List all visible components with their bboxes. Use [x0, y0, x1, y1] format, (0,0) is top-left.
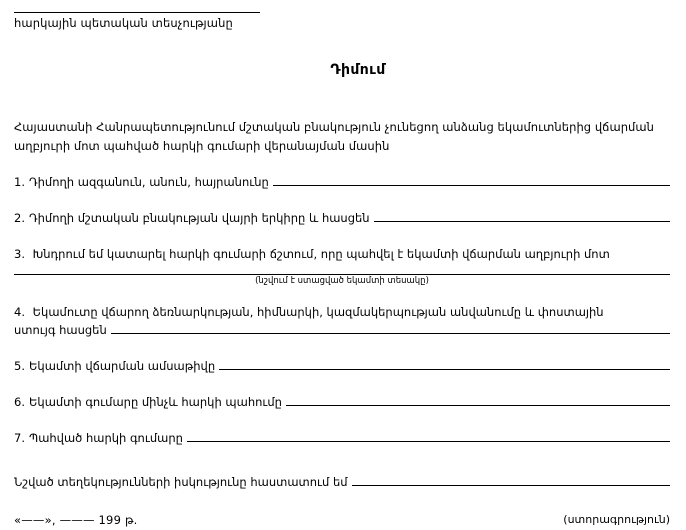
- income-type-caption: (նշվում է ստացված եկամտի տեսակը): [255, 276, 429, 286]
- field-row-gross-income-amount: [14, 393, 670, 411]
- field-label-line1: Եկամուտը վճարող ձեռնարկության, հիմնարկի, կազմակերպության անվանումը և փոստային: [32, 305, 604, 319]
- field-input-applicant-name[interactable]: [273, 174, 670, 186]
- header-rule-divider: [14, 12, 260, 13]
- field-input-income-type[interactable]: [14, 274, 670, 275]
- field-label-line2: ստույգ հասցեն: [14, 323, 107, 337]
- field-input-residence-country-address[interactable]: [374, 210, 670, 222]
- field-row-withheld-tax-amount: [14, 429, 670, 447]
- field-label: Դիմողի մշտական բնակության վայրի երկիրը և հասցեն: [28, 211, 370, 225]
- field-label: Դիմողի ազգանուն, անուն, հայրանունը: [28, 175, 269, 189]
- date-and-signature-row: [14, 511, 670, 529]
- field-input-withheld-tax-amount[interactable]: [187, 430, 670, 442]
- field-row-payment-date: [14, 357, 670, 375]
- confirmation-row: [14, 473, 670, 491]
- field-row-residence-country-address: [14, 209, 670, 227]
- field-row-tax-adjustment-request: [14, 245, 670, 287]
- field-label: Եկամտի վճարման ամսաթիվը: [28, 359, 216, 373]
- field-number: 1.: [14, 175, 25, 189]
- field-number: 4.: [14, 305, 25, 319]
- field-row-applicant-name: [14, 173, 670, 191]
- field-label: Եկամտի գումարը մինչև հարկի պահումը: [28, 395, 282, 409]
- field-number: 5.: [14, 359, 25, 373]
- field-number: 7.: [14, 431, 25, 445]
- field-number: 6.: [14, 395, 25, 409]
- field-number: 3.: [14, 247, 25, 261]
- field-row-payer-organization: [14, 303, 670, 339]
- header-block: [14, 12, 264, 30]
- field-input-payment-date[interactable]: [219, 358, 670, 370]
- field-label: Պահված հարկի գումարը: [28, 431, 183, 445]
- field-input-payer-organization[interactable]: [111, 322, 670, 334]
- confirmation-label: Նշված տեղեկությունների իսկությունը հաստատում եմ: [14, 475, 348, 489]
- signature-caption: (ստորագրություն): [563, 513, 670, 526]
- addressee-line: հարկային պետական տեսչությանը: [14, 16, 233, 30]
- document-body: [14, 118, 670, 529]
- field-input-gross-income-amount[interactable]: [286, 394, 670, 406]
- field-number: 2.: [14, 211, 25, 225]
- subject-paragraph: Հայաստանի Հանրապետությունում մշտական բնակություն չունեցող անձանց եկամուտներից վճարման աղբյուրի մոտ պահված հարկի գումարի վերանայման մասին: [14, 120, 654, 153]
- field-label: Խնդրում եմ կատարել հարկի գումարի ճշտում, որը պահվել է եկամտի վճարման աղբյուրի մոտ: [32, 247, 610, 261]
- page-title: Դիմում: [330, 62, 386, 78]
- confirmation-signature-input[interactable]: [352, 474, 670, 486]
- date-line[interactable]: «——», ——— 199 թ.: [14, 513, 138, 527]
